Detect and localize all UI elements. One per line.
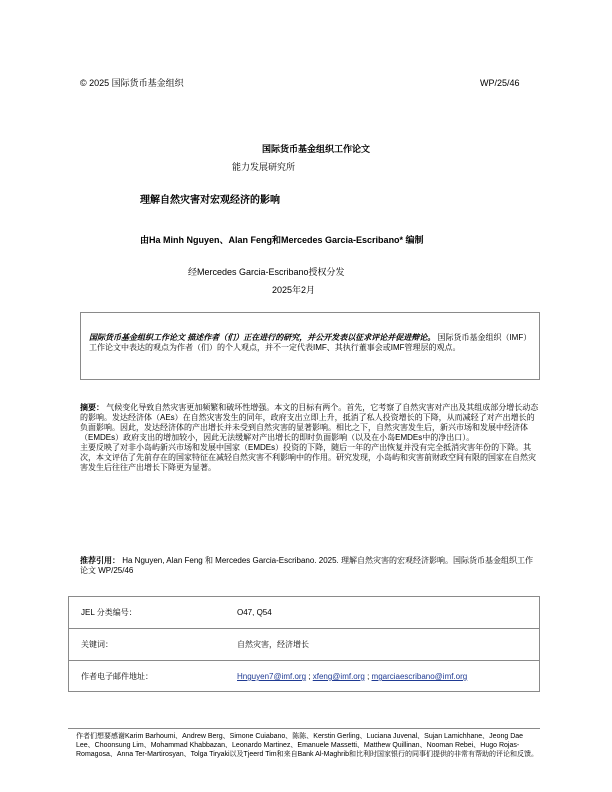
disclaimer-text: 国际货币基金组织（IMF）工作论文中表达的观点为作者（们）的个人观点，并不一定代表IMF、其执行董事会或IMF管理层的观点。: [89, 333, 528, 352]
disclaimer-lead: 国际货币基金组织工作论文 描述作者（们）正在进行的研究，并公开发表以征求评论并促进辩论。: [89, 333, 436, 342]
acknowledgements-footnote: 作者们想要感谢Karim Barhoumi、Andrew Berg、Simone Cuiabano、陈陈、Kerstin Gerling、Luciana Juvenal、Sujan Lamichhane、Jeong Dae Lee、Choonsung Lim、Mohammad Khabbazan、Leonardo Martinez、Emanuele Massetti、Matthew Quillinan、Nooman Rebei、Hugo Rojas-Romagosa、Anna Ter-Martirosyan、Tolga Tiryaki以及Tjeerd Tim和来自Bank Al-Maghrib和比利时国家银行的同事们提供的非常有帮助的评论和反馈。: [76, 733, 538, 758]
authorized-by: 经Mercedes Garcia-Escribano授权分发: [188, 267, 345, 277]
footnote-rule: [68, 728, 540, 729]
paper-number: WP/25/46: [480, 78, 520, 88]
department: 能力发展研究所: [232, 162, 296, 172]
jel-value: O47, Q54: [237, 608, 272, 617]
email-separator: ;: [364, 672, 372, 681]
keywords-row: [69, 629, 539, 661]
email-label: 作者电子邮件地址：: [81, 672, 153, 681]
keywords-label: 关键词：: [81, 640, 113, 649]
citation-text: Ha Nguyen, Alan Feng 和 Mercedes Garcia-Escribano. 2025. 理解自然灾害的宏观经济影响。国际货币基金组织工作论文 WP/25/46: [80, 556, 533, 575]
disclaimer-box: [80, 312, 540, 380]
keywords-value: 自然灾害，经济增长: [237, 640, 309, 649]
info-table: [68, 596, 540, 692]
citation: [80, 556, 540, 576]
abstract-label: 摘要：: [80, 403, 104, 412]
authors: 由Ha Minh Nguyen、Alan Feng和Mercedes Garcia-Escribano* 编制: [140, 235, 424, 245]
copyright-notice: © 2025 国际货币基金组织: [80, 78, 184, 88]
paper-title: 理解自然灾害对宏观经济的影响: [140, 195, 280, 206]
abstract-text-continued: 主要反映了对非小岛屿新兴市场和发展中国家（EMDEs）投资的下降，随后一年的产出恢复并没有完全抵消灾害年份的下降。其次，本文评估了先前存在的国家特征在减轻自然灾害不利影响中的作用。研究发现，小岛屿和灾害前财政空间有限的国家在自然灾害发生后往往产出增长下降更为显著。: [80, 443, 536, 472]
abstract-text: 气候变化导致自然灾害更加频繁和破坏性增强。本文的目标有两个。首先，它考察了自然灾害对产出及其组成部分增长动态的影响。发达经济体（AEs）在自然灾害发生的同年，政府支出立即上升，抵消了私人投资增长的下降，从而减轻了对产出增长的负面影响。因此，发达经济体的产出增长并未受到自然灾害的显著影响。相比之下，自然灾害发生后，新兴市场和发展中经济体（EMDEs）政府支出的增加较小，因此无法缓解对产出增长的即时负面影响（以及在小岛EMDEs中的净出口）。: [80, 403, 539, 442]
email-separator: ;: [306, 672, 313, 681]
series-title: 国际货币基金组织工作论文: [262, 144, 371, 154]
email-row: [69, 661, 539, 693]
email-list: [237, 672, 467, 682]
email-link-nguyen[interactable]: Hnguyen7@imf.org: [237, 672, 307, 681]
abstract: [80, 403, 540, 473]
email-link-garcia-escribano[interactable]: mgarciaescribano@imf.org: [371, 672, 468, 681]
citation-label: 推荐引用：: [80, 556, 120, 565]
publication-date: 2025年2月: [272, 285, 316, 295]
email-link-feng[interactable]: xfeng@imf.org: [312, 672, 365, 681]
jel-row: [69, 597, 539, 629]
jel-label: JEL 分类编号：: [81, 608, 137, 617]
